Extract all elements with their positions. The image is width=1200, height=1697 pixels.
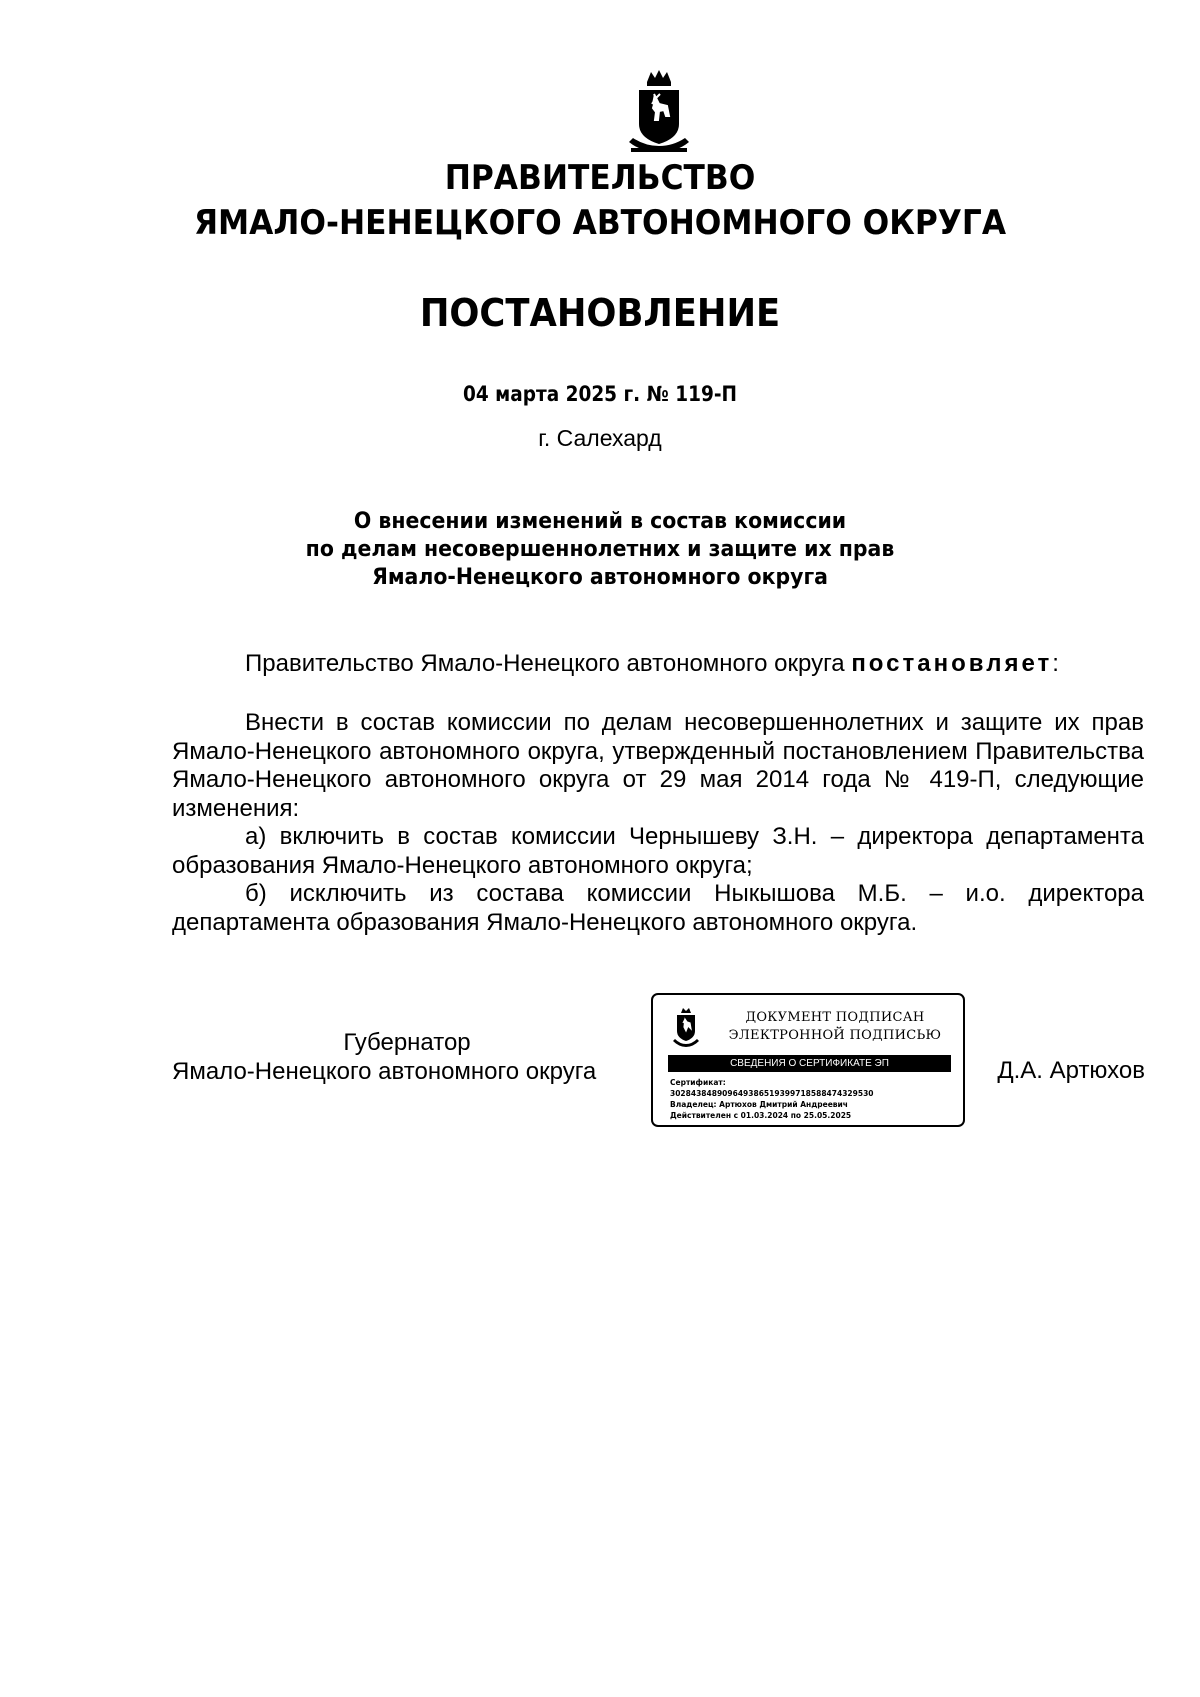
document-type: ПОСТАНОВЛЕНИЕ: [419, 291, 781, 335]
signer-title: [172, 1029, 642, 1086]
stamp-title: [713, 1009, 957, 1045]
intro-verb: постановляет: [851, 650, 1053, 677]
signer-title-line1: Губернатор: [343, 1029, 471, 1056]
stamp-owner: Владелец: Артюхов Дмитрий Андреевич: [670, 1100, 848, 1109]
item-a: а) включить в состав комиссии Чернышеву З.Н. – директора департамента образования Ямало-Ненецкого автономного округа;: [172, 823, 1144, 879]
org-title-line1: ПРАВИТЕЛЬСТВО: [444, 158, 756, 198]
document-number: 04 марта 2025 г. № 119-П: [463, 382, 737, 406]
stamp-validity: Действителен с 01.03.2024 по 25.05.2025: [670, 1111, 852, 1120]
paragraph-main: Внести в состав комиссии по делам несовершеннолетних и защите их прав Ямало-Ненецкого автономного округа, утвержденный постановлением Правительства Ямало-Ненецкого автономного округа от 29 мая 2014 года № 419-П, следующие изменения:: [172, 709, 1144, 822]
subject-line1: О внесении изменений в состав комиссии: [353, 509, 847, 534]
subject-line3: Ямало-Ненецкого автономного округа: [372, 565, 828, 590]
body-text: [172, 709, 1144, 937]
intro-end: :: [1052, 650, 1059, 677]
signer-name: Д.А. Артюхов: [997, 1057, 1145, 1084]
stamp-title-line1: ДОКУМЕНТ ПОДПИСАН: [745, 1010, 925, 1025]
intro-paragraph: [172, 650, 1144, 679]
item-b: б) исключить из состава комиссии Ныкышова М.Б. – и.о. директора департамента образования Ямало-Ненецкого автономного округа.: [172, 880, 1144, 936]
document-subject: [42, 508, 1158, 592]
document-city: г. Салехард: [538, 425, 662, 451]
stamp-title-line2: ЭЛЕКТРОННОЙ ПОДПИСЬЮ: [728, 1028, 942, 1043]
subject-line2: по делам несовершеннолетних и защите их прав: [305, 537, 895, 562]
stamp-certificate-details: [670, 1077, 960, 1121]
stamp-coat-of-arms-icon: [671, 1007, 701, 1049]
stamp-cert-number: 302843848909649386519399718588474329530: [670, 1089, 874, 1098]
organization-title: [48, 156, 1152, 246]
intro-text: Правительство Ямало-Ненецкого автономного округа: [245, 650, 852, 677]
stamp-cert-label: Сертификат:: [670, 1078, 726, 1087]
org-title-line2: ЯМАЛО-НЕНЕЦКОГО АВТОНОМНОГО ОКРУГА: [193, 203, 1007, 243]
coat-of-arms-icon: [623, 68, 695, 156]
signer-title-line2: Ямало-Ненецкого автономного округа: [172, 1057, 597, 1085]
electronic-signature-stamp: [651, 993, 965, 1127]
stamp-certificate-bar: СВЕДЕНИЯ О СЕРТИФИКАТЕ ЭП: [668, 1055, 951, 1072]
